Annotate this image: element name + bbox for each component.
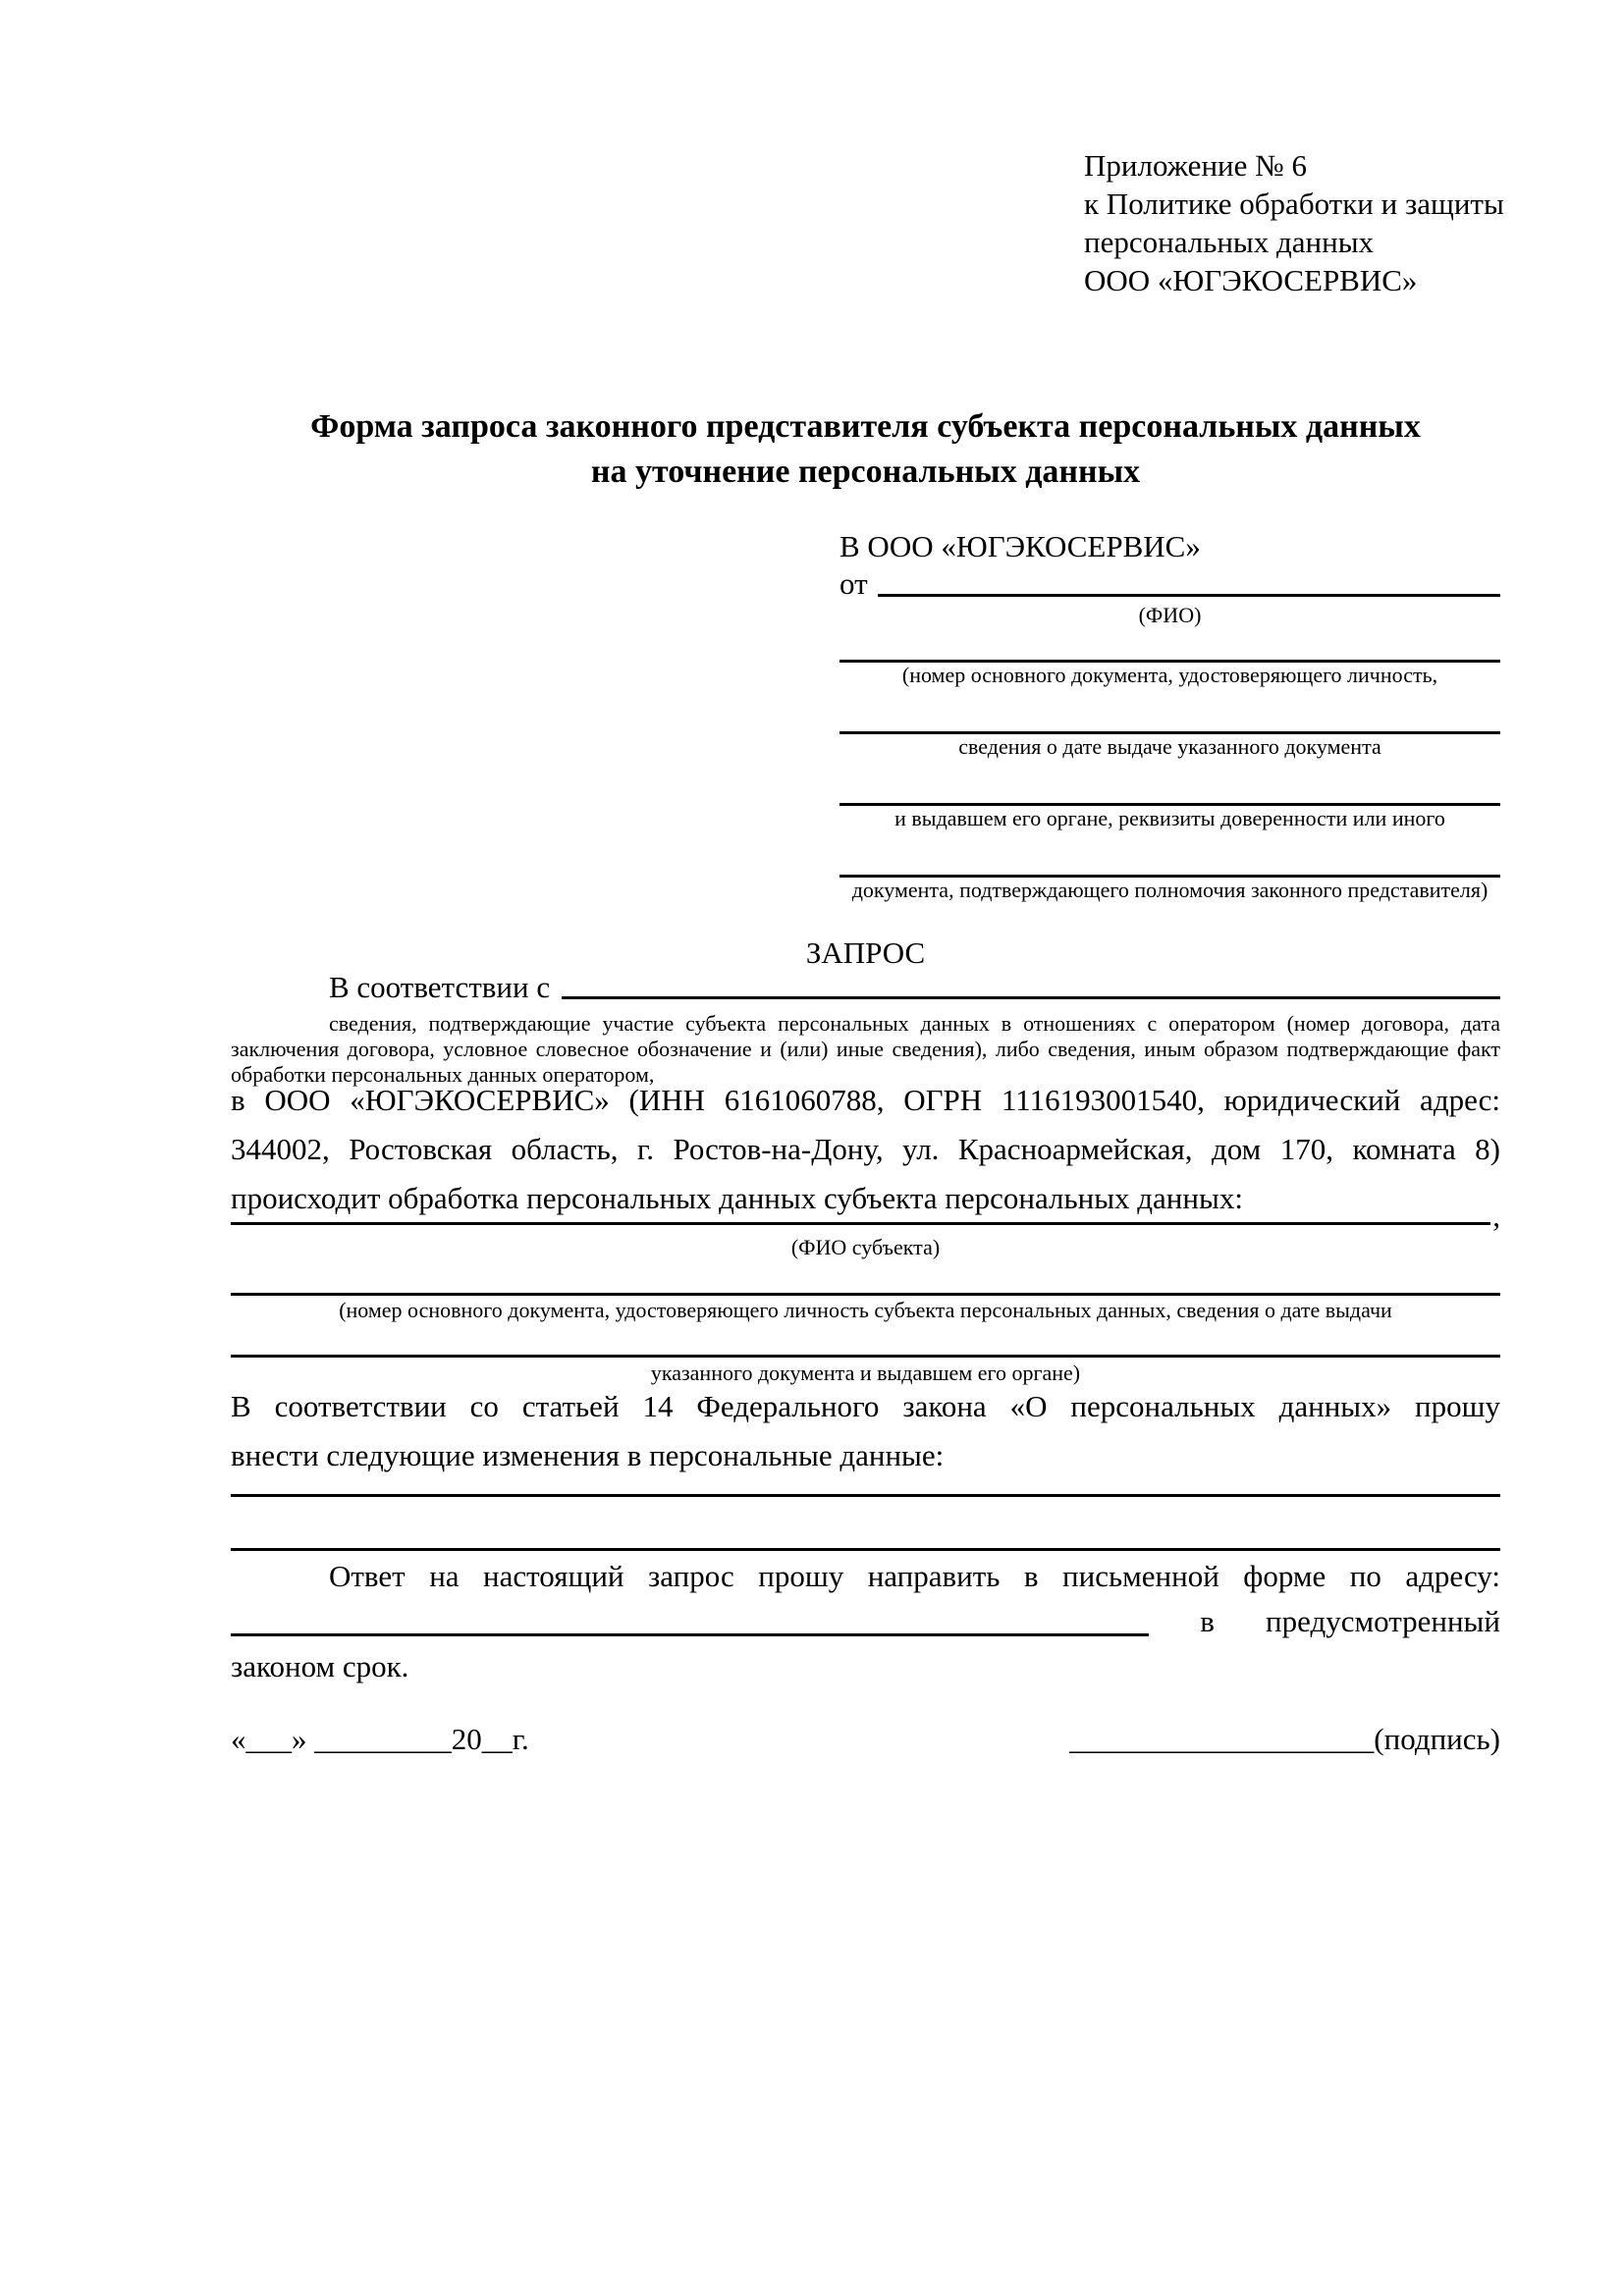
from-label: от xyxy=(839,566,868,601)
representative-doc-field-line-4[interactable] xyxy=(839,839,1500,878)
representative-fio-field-line[interactable] xyxy=(878,565,1500,597)
operator-line-3: происходит обработка персональных данных субъекта персональных данных: xyxy=(231,1181,1243,1215)
operator-line-1: в ООО «ЮГЭКОСЕРВИС» (ИНН 6161060788, ОГРН 1116193001540, юридический адрес: xyxy=(231,1083,1500,1117)
address-field-line[interactable] xyxy=(231,1599,1149,1636)
subject-doc-caption-1: (номер основного документа, удостоверяющего личность субъекта персональных данных, сведения о дате выдачи xyxy=(339,1298,1392,1322)
document-title-line2: на уточнение персональных данных xyxy=(590,454,1141,490)
subject-fio-row xyxy=(231,1196,1500,1231)
representative-doc-field-2 xyxy=(839,696,1500,760)
addressee-block xyxy=(839,528,1500,903)
footnote-line-3: обработки персональных данных оператором, xyxy=(231,1062,655,1087)
representative-doc-field-1 xyxy=(839,636,1500,688)
representative-doc-caption-1: (номер основного документа, удостоверяющего личность, xyxy=(901,663,1438,687)
answer-line-2 xyxy=(231,1599,1500,1644)
answer-paragraph xyxy=(231,1554,1500,1689)
appendix-company: ООО «ЮГЭКОСЕРВИС» xyxy=(1084,263,1418,297)
date-signature-row xyxy=(231,1720,1500,1759)
representative-doc-caption-4: документа, подтверждающего полномочия законного представителя) xyxy=(851,878,1489,902)
date-field[interactable]: «___» _________20__г. xyxy=(231,1722,529,1756)
representative-doc-field-3 xyxy=(839,768,1500,831)
document-title-line1: Форма запроса законного представителя субъекта персональных данных xyxy=(310,408,1421,445)
appendix-policy-line2: персональных данных xyxy=(1084,225,1375,259)
appendix-policy-line1: к Политике обработки и защиты xyxy=(1084,187,1504,221)
appendix-number: Приложение № 6 xyxy=(1084,148,1307,183)
representative-doc-field-4 xyxy=(839,839,1500,903)
subject-doc-field-line-1[interactable] xyxy=(231,1260,1500,1296)
subject-fio-field-line[interactable] xyxy=(231,1196,1490,1225)
appendix-header xyxy=(1084,146,1504,299)
law-line-1: В соответствии со статьей 14 Федерального закона «О персональных данных» прошу xyxy=(231,1389,1500,1423)
changes-field-line-2[interactable] xyxy=(231,1516,1500,1551)
document-title xyxy=(231,404,1500,495)
basis-field-line[interactable] xyxy=(562,970,1500,999)
operator-line-2: 344002, Ростовская область, г. Ростов-на-Дону, ул. Красноармейская, дом 170, комната 8) xyxy=(231,1132,1500,1166)
subject-doc-caption-2: указанного документа и выдавшем его органе) xyxy=(650,1361,1081,1385)
paragraph-indent xyxy=(231,970,329,1005)
fio-caption: (ФИО) xyxy=(1138,603,1202,627)
answer-word-in: в xyxy=(1200,1604,1215,1638)
subject-fio-caption: (ФИО субъекта) xyxy=(790,1235,941,1259)
from-row xyxy=(839,565,1500,603)
subject-fio-comma: , xyxy=(1492,1199,1500,1233)
subject-doc-field-line-2[interactable] xyxy=(231,1323,1500,1358)
footnote-line-2: заключения договора, условное словесное обозначение и (или) иные сведения), либо сведения, иным образом подтверждающие факт xyxy=(231,1037,1500,1061)
representative-doc-field-line-3[interactable] xyxy=(839,768,1500,806)
answer-line-3: законом срок. xyxy=(231,1649,409,1683)
addressee-to: В ООО «ЮГЭКОСЕРВИС» xyxy=(839,529,1201,563)
intro-row xyxy=(231,970,1500,1005)
intro-label: В соответствии с xyxy=(329,970,551,1004)
law-line-2: внести следующие изменения в персональные данные: xyxy=(231,1438,945,1472)
answer-word-term: предусмотренный xyxy=(1266,1604,1500,1638)
representative-doc-caption-2: сведения о дате выдаче указанного документа xyxy=(958,734,1381,759)
changes-field-line-1[interactable] xyxy=(231,1462,1500,1497)
request-heading: ЗАПРОС xyxy=(805,935,926,970)
representative-doc-field-line-1[interactable] xyxy=(839,636,1500,663)
answer-line-1: Ответ на настоящий запрос прошу направить в письменной форме по адресу: xyxy=(329,1559,1500,1593)
footnote-line-1: сведения, подтверждающие участие субъекта персональных данных в отношениях с оператором (номер договора, дата xyxy=(329,1011,1500,1036)
signature-field[interactable]: ____________________(подпись) xyxy=(1069,1722,1500,1756)
representative-doc-field-line-2[interactable] xyxy=(839,696,1500,734)
representative-doc-caption-3: и выдавшем его органе, реквизиты доверенности или иного xyxy=(894,806,1445,830)
